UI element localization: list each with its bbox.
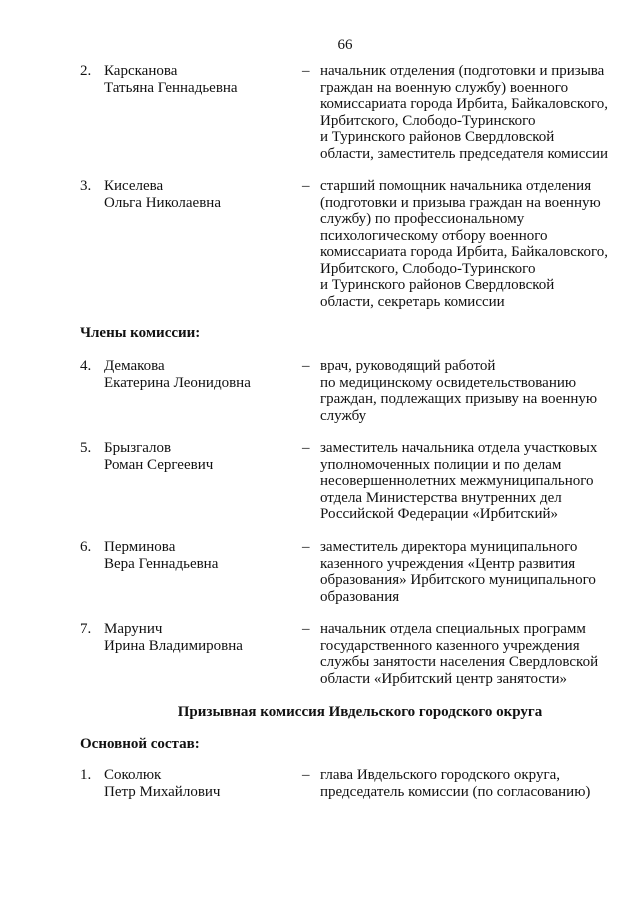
main-composition-heading: Основной состав: (80, 736, 200, 752)
separator-dash: – (302, 63, 310, 79)
separator-dash: – (302, 539, 310, 555)
position-line: Ирбитского, Слободо-Туринского (320, 112, 536, 129)
member-given-name: Вера Геннадьевна (104, 555, 219, 572)
member-name (104, 539, 294, 572)
separator-dash: – (302, 621, 310, 637)
separator-dash: – (302, 440, 310, 456)
separator-dash: – (302, 178, 310, 194)
member-surname: Перминова (104, 539, 176, 555)
entry-number: 6. (80, 539, 92, 555)
member-given-name: Петр Михайлович (104, 783, 221, 800)
entry-number: 3. (80, 178, 92, 194)
page-number: 66 (337, 37, 353, 53)
position-line: несовершеннолетних межмуниципального (320, 473, 594, 489)
commission-title: Призывная комиссия Ивдельского городского округа (177, 704, 543, 720)
position-line: и Туринского районов Свердловской (320, 129, 555, 145)
member-name (104, 178, 294, 211)
entry-number: 2. (80, 63, 92, 79)
entry-number: 7. (80, 621, 92, 637)
position-line: службу (320, 407, 367, 424)
separator-dash: – (302, 358, 310, 374)
member-surname: Карсканова (104, 63, 178, 79)
position-line: службу) по профессиональному (320, 211, 525, 227)
entry-number: 1. (80, 767, 92, 783)
position-line: области, заместитель председателя комиссии (320, 145, 609, 162)
position-line: комиссариата города Ирбита, Байкаловского, (320, 244, 608, 260)
member-position (320, 178, 620, 310)
position-line: старший помощник начальника отделения (320, 178, 592, 194)
member-name (104, 767, 294, 800)
member-name (104, 63, 294, 96)
position-line: начальник отделения (подготовки и призыва (320, 63, 605, 79)
position-line: казенного учреждения «Центр развития (320, 555, 576, 572)
member-surname: Брызгалов (104, 440, 172, 456)
position-line: психологическому отбору военного (320, 227, 548, 244)
separator-dash: – (302, 767, 310, 783)
member-given-name: Роман Сергеевич (104, 456, 214, 473)
member-position (320, 621, 620, 687)
member-surname: Демакова (104, 358, 165, 374)
member-position (320, 539, 620, 605)
position-line: отдела Министерства внутренних дел (320, 489, 562, 506)
member-surname: Соколюк (104, 767, 162, 783)
position-line: государственного казенного учреждения (320, 637, 580, 654)
entry-number: 4. (80, 358, 92, 374)
member-given-name: Ирина Владимировна (104, 637, 243, 654)
position-line: службы занятости населения Свердловской (320, 654, 599, 670)
member-name (104, 621, 294, 654)
position-line: и Туринского районов Свердловской (320, 277, 555, 293)
position-line: председатель комиссии (по согласованию) (320, 783, 591, 800)
entry-number: 5. (80, 440, 92, 456)
member-position (320, 440, 620, 523)
position-line: граждан на военную службу) военного (320, 79, 569, 96)
position-line: по медицинскому освидетельствованию (320, 374, 577, 391)
position-line: области «Ирбитский центр занятости» (320, 670, 568, 687)
position-line: комиссариата города Ирбита, Байкаловского, (320, 96, 608, 112)
member-position (320, 358, 620, 424)
position-line: области, секретарь комиссии (320, 293, 505, 310)
member-given-name: Татьяна Геннадьевна (104, 79, 238, 96)
position-line: Российской Федерации «Ирбитский» (320, 506, 558, 522)
member-position (320, 767, 620, 800)
member-surname: Марунич (104, 621, 163, 637)
position-line: заместитель начальника отдела участковых (320, 440, 598, 456)
position-line: образования» Ирбитского муниципального (320, 572, 596, 588)
position-line: образования (320, 588, 400, 605)
member-given-name: Ольга Николаевна (104, 194, 221, 211)
position-line: Ирбитского, Слободо-Туринского (320, 260, 536, 277)
members-heading: Члены комиссии: (80, 325, 201, 341)
position-line: заместитель директора муниципального (320, 539, 578, 555)
member-position (320, 63, 620, 162)
position-line: граждан, подлежащих призыву на военную (320, 391, 598, 407)
member-given-name: Екатерина Леонидовна (104, 374, 251, 391)
position-line: уполномоченных полиции и по делам (320, 456, 562, 473)
member-surname: Киселева (104, 178, 164, 194)
member-name (104, 440, 294, 473)
position-line: (подготовки и призыва граждан на военную (320, 194, 601, 211)
position-line: начальник отдела специальных программ (320, 621, 586, 637)
position-line: врач, руководящий работой (320, 358, 496, 374)
position-line: глава Ивдельского городского округа, (320, 767, 561, 783)
member-name (104, 358, 294, 391)
